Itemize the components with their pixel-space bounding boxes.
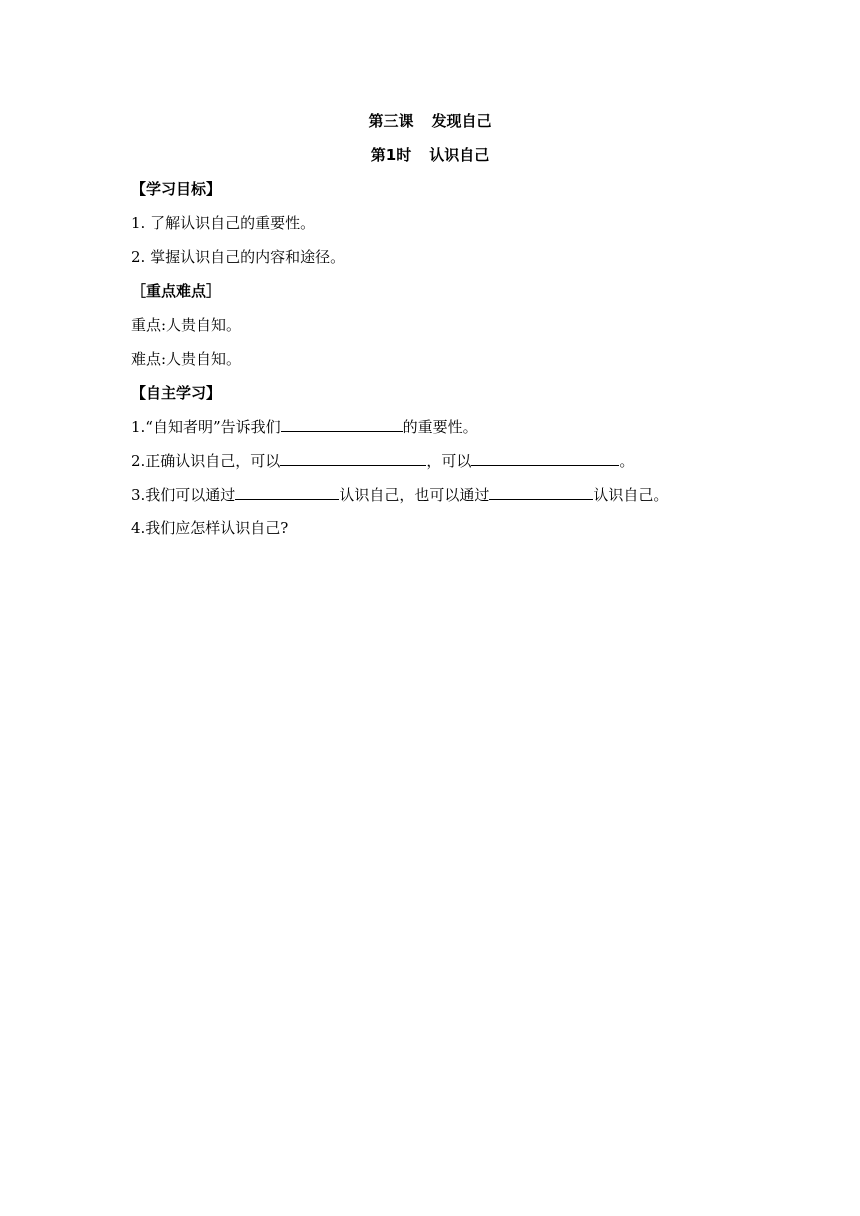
period-title <box>0 145 860 165</box>
objective-item-1: 1. 了解认识自己的重要性。 <box>131 214 316 232</box>
difficult-point: 难点:人贵自知。 <box>131 350 242 368</box>
question-2 <box>131 450 634 471</box>
question-4: 4.我们应怎样认识自己? <box>131 519 289 537</box>
section-heading-self-study: 【自主学习】 <box>131 384 222 402</box>
question-1-prefix: 1.“自知者明”告诉我们 <box>131 418 281 436</box>
section-heading-key-points: ［重点难点］ <box>131 282 222 300</box>
objective-item-2: 2. 掌握认识自己的内容和途径。 <box>131 248 346 266</box>
question-2-middle: ，可以 <box>426 452 472 470</box>
fill-in-blank[interactable] <box>281 416 403 432</box>
question-3-prefix: 3.我们可以通过 <box>131 486 236 504</box>
question-2-prefix: 2.正确认识自己，可以 <box>131 452 281 470</box>
question-3 <box>131 484 668 505</box>
fill-in-blank[interactable] <box>489 484 593 500</box>
period-name: 认识自己 <box>429 146 490 164</box>
fill-in-blank[interactable] <box>235 484 339 500</box>
key-point: 重点:人贵自知。 <box>131 316 242 334</box>
lesson-name: 发现自己 <box>431 112 492 130</box>
question-2-suffix: 。 <box>619 452 635 470</box>
question-1-suffix: 的重要性。 <box>402 418 478 436</box>
question-3-middle: 认识自己，也可以通过 <box>339 486 490 504</box>
question-1 <box>131 416 478 437</box>
lesson-title <box>0 111 860 131</box>
section-heading-objectives: 【学习目标】 <box>131 180 222 198</box>
fill-in-blank[interactable] <box>280 450 426 466</box>
fill-in-blank[interactable] <box>471 450 619 466</box>
question-3-suffix: 认识自己。 <box>593 486 669 504</box>
period-number: 第1时 <box>370 146 412 164</box>
lesson-number: 第三课 <box>368 112 414 130</box>
